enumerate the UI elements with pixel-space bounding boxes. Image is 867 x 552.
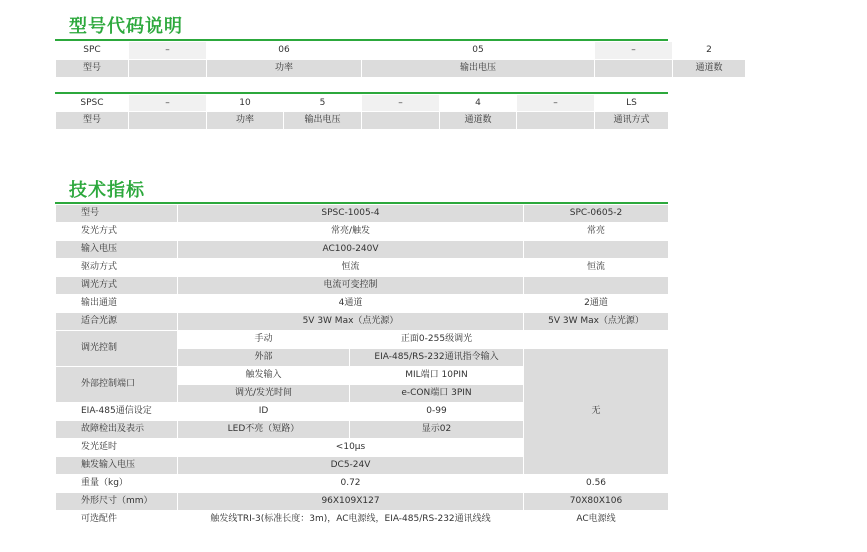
spec-value: 触发输入: [178, 367, 350, 385]
spec-label: 调光控制: [56, 331, 178, 367]
code-cell: SPC: [56, 42, 129, 60]
spec-value: LED不亮（短路）: [178, 421, 350, 439]
label-cell: 输出电压: [362, 60, 595, 78]
spec-value: 5V 3W Max（点光源）: [178, 313, 524, 331]
section-title-model-code: 型号代码说明: [69, 16, 183, 37]
spec-value: [524, 277, 669, 295]
spec-value: [524, 331, 669, 349]
spec-value: 显示02: [350, 421, 524, 439]
spec-value: [524, 241, 669, 259]
label-cell: [129, 60, 207, 78]
code-cell: –: [517, 95, 595, 112]
spec-label: EIA-485通信设定: [56, 403, 178, 421]
code-cell: –: [362, 95, 440, 112]
spec-label: 输出通道: [56, 295, 178, 313]
spec-value: 0.72: [178, 475, 524, 493]
spec-label: 驱动方式: [56, 259, 178, 277]
spec-value: 常亮/触发: [178, 223, 524, 241]
spec-value: e-CON端口 3PIN: [350, 385, 524, 403]
model-b-none: 无: [524, 349, 669, 475]
spec-value: 4通道: [178, 295, 524, 313]
code-cell: 06: [207, 42, 362, 60]
spec-label: 外形尺寸（mm）: [56, 493, 178, 511]
spec-value: 触发线TRI-3(标准长度：3m)，AC电源线，EIA-485/RS-232通讯线线: [178, 511, 524, 529]
label-cell: 通道数: [440, 112, 517, 130]
spec-value: ID: [178, 403, 350, 421]
label-cell: [595, 60, 673, 78]
spc-code-table: [55, 41, 746, 78]
spec-label: 外部控制端口: [56, 367, 178, 403]
spec-value: EIA-485/RS-232通讯指令输入: [350, 349, 524, 367]
spec-value: MIL端口 10PIN: [350, 367, 524, 385]
model-b-name: SPC-0605-2: [524, 205, 669, 223]
spec-table: [55, 204, 669, 529]
label-cell: 型号: [56, 60, 129, 78]
spec-value: 70X80X106: [524, 493, 669, 511]
spec-label: 型号: [56, 205, 178, 223]
spec-label: 发光方式: [56, 223, 178, 241]
spec-value: 外部: [178, 349, 350, 367]
spec-value: 96X109X127: [178, 493, 524, 511]
label-cell: 功率: [207, 112, 284, 130]
code-cell: LS: [595, 95, 669, 112]
spec-value: DC5-24V: [178, 457, 524, 475]
label-cell: 通讯方式: [595, 112, 669, 130]
code-cell: 05: [362, 42, 595, 60]
code-cell: 2: [673, 42, 746, 60]
spec-value: 调光/发光时间: [178, 385, 350, 403]
spec-value: 0.56: [524, 475, 669, 493]
spec-label: 适合光源: [56, 313, 178, 331]
spec-label: 调光方式: [56, 277, 178, 295]
spec-label: 故障检出及表示: [56, 421, 178, 439]
code-cell: 10: [207, 95, 284, 112]
label-cell: [129, 112, 207, 130]
spec-value: AC电源线: [524, 511, 669, 529]
label-cell: 输出电压: [284, 112, 362, 130]
spec-value: 电流可变控制: [178, 277, 524, 295]
spec-value: 5V 3W Max（点光源）: [524, 313, 669, 331]
model-a-name: SPSC-1005-4: [178, 205, 524, 223]
spec-label: 可选配件: [56, 511, 178, 529]
label-cell: [362, 112, 440, 130]
code-cell: 4: [440, 95, 517, 112]
code-cell: –: [129, 42, 207, 60]
spec-value: <10μs: [178, 439, 524, 457]
spec-label: 发光延时: [56, 439, 178, 457]
label-cell: [517, 112, 595, 130]
spec-label: 输入电压: [56, 241, 178, 259]
spec-value: 恒流: [524, 259, 669, 277]
code-cell: –: [129, 95, 207, 112]
spec-value: 0-99: [350, 403, 524, 421]
spec-label: 重量（kg）: [56, 475, 178, 493]
section-title-specs: 技术指标: [69, 180, 145, 201]
code-cell: 5: [284, 95, 362, 112]
code-cell: –: [595, 42, 673, 60]
spec-value: 常亮: [524, 223, 669, 241]
spec-label: 触发输入电压: [56, 457, 178, 475]
spec-value: 2通道: [524, 295, 669, 313]
code-cell: SPSC: [56, 95, 129, 112]
label-cell: 型号: [56, 112, 129, 130]
spsc-code-table: [55, 94, 669, 130]
spec-value: AC100-240V: [178, 241, 524, 259]
label-cell: 功率: [207, 60, 362, 78]
spec-value: 手动: [178, 331, 350, 349]
spec-value: 恒流: [178, 259, 524, 277]
label-cell: 通道数: [673, 60, 746, 78]
spec-value: 正面0-255级调光: [350, 331, 524, 349]
